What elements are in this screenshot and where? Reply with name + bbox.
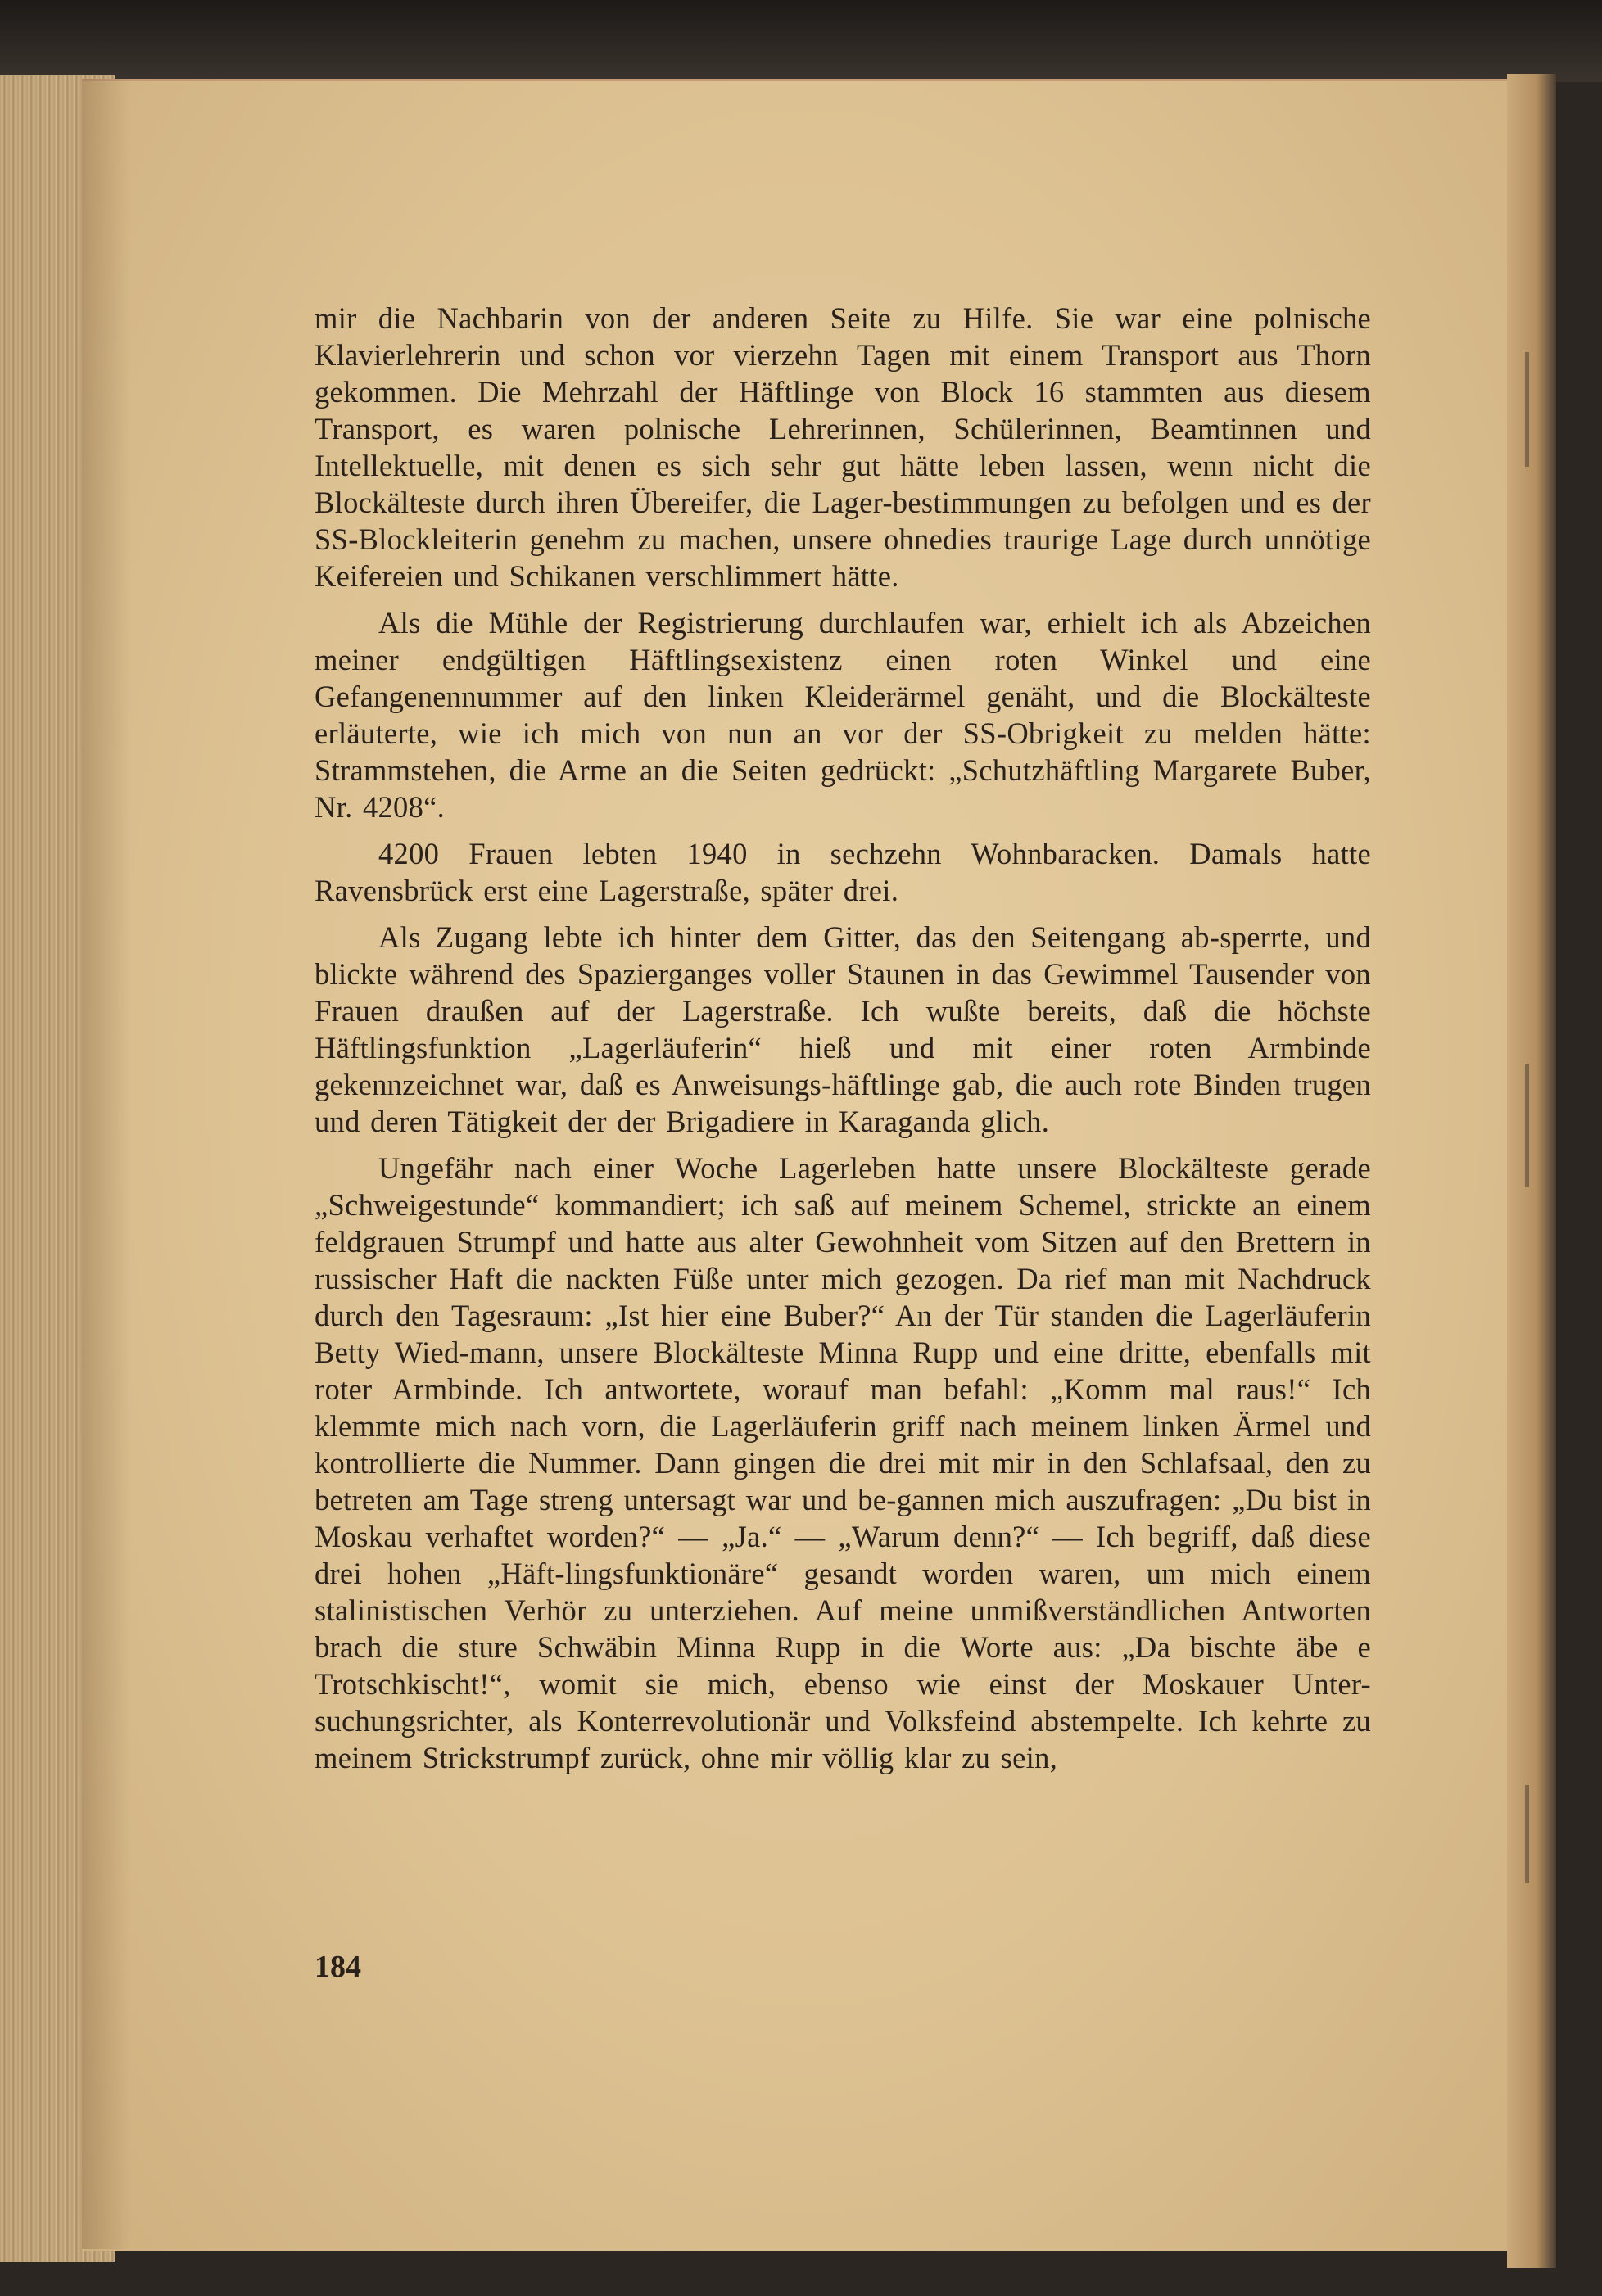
paragraph-1: mir die Nachbarin von der anderen Seite zu Hilfe. Sie war eine polnische Klavierlehrerin und schon vor vierzehn Tagen mit einem Transport aus Thorn gekommen. Die Mehrzahl der Häftlinge von Block 16 stammten aus diesem Transport, es waren polnische Lehrerinnen, Schülerinnen, Beamtinnen und Intellektuelle, mit denen es sich sehr gut hätte leben lassen, wenn nicht die Blockälteste durch ihren Übereifer, die Lager-bestimmungen zu befolgen und es der SS-Blockleiterin genehm zu machen, unsere ohnedies traurige Lage durch unnötige Keifereien und Schikanen verschlimmert hätte. <box>315 301 1371 593</box>
bleed-through-mark <box>1525 352 1529 467</box>
paragraph-5: Ungefähr nach einer Woche Lagerleben hatte unsere Blockälteste gerade „Schweigestunde“ kommandiert; ich saß auf meinem Schemel, strickte an einem feldgrauen Strumpf und hatte aus alter Gewohnheit vom Sitzen auf den Brettern in russischer Haft die nackten Füße unter mich gezogen. Da rief man mit Nachdruck durch den Tagesraum: „Ist hier eine Buber?“ An der Tür standen die Lagerläuferin Betty Wied-mann, unsere Blockälteste Minna Rupp und eine dritte, ebenfalls mit roter Armbinde. Ich antwortete, worauf man befahl: „Komm mal raus!“ Ich klemmte mich nach vorn, die Lagerläuferin griff nach meinem linken Ärmel und kontrollierte die Nummer. Dann gingen die drei mit mir in den Schlafsaal, den zu betreten am Tage streng untersagt war und be-gannen mich auszufragen: „Du bist in Moskau verhaftet worden?“ — „Ja.“ — „Warum denn?“ — Ich begriff, daß diese drei hohen „Häft-lingsfunktionäre“ gesandt worden waren, um mich einem stalinistischen Verhör zu unterziehen. Auf meine unmißverständlichen Antworten brach die sture Schwäbin Minna Rupp in die Worte aus: „Da bischte äbe e Trotschkischt!“, womit sie mich, ebenso wie einst der Moskauer Unter-suchungsrichter, als Konterrevolutionär und Volksfeind abstempelte. Ich kehrte zu meinem Strickstrumpf zurück, ohne mir völlig klar zu sein, <box>315 1151 1371 1774</box>
bleed-through-mark <box>1525 1785 1529 1883</box>
bleed-through-mark <box>1525 1064 1529 1187</box>
paragraph-4: Als Zugang lebte ich hinter dem Gitter, das den Seitengang ab-sperrte, und blickte während des Spazierganges voller Staunen in das Gewimmel Tausender von Frauen draußen auf der Lagerstraße. Ich wußte bereits, daß die höchste Häftlingsfunktion „Lagerläuferin“ hieß und mit einer roten Armbinde gekennzeichnet war, daß es Anweisungs-häftlinge gab, die auch rote Binden trugen und deren Tätigkeit der der Brigadiere in Karaganda glich. <box>315 920 1371 1138</box>
page-edge-right <box>1507 74 1556 2268</box>
gutter-shadow <box>82 79 131 2249</box>
paragraph-3: 4200 Frauen lebten 1940 in sechzehn Wohnbaracken. Damals hatte Ravensbrück erst eine Lagerstraße, später drei. <box>315 837 1371 907</box>
body-text <box>315 300 1371 1786</box>
scan-top-shadow <box>0 0 1602 82</box>
paragraph-2: Als die Mühle der Registrierung durchlaufen war, erhielt ich als Abzeichen meiner endgültigen Häftlingsexistenz einen roten Winkel und eine Gefangenennummer auf den linken Kleiderärmel genäht, und die Blockälteste erläuterte, wie ich mich von nun an vor der SS-Obrigkeit zu melden hätte: Strammstehen, die Arme an die Seiten gedrückt: „Schutzhäftling Margarete Buber, Nr. 4208“. <box>315 606 1371 824</box>
page-number: 184 <box>315 1950 361 1984</box>
